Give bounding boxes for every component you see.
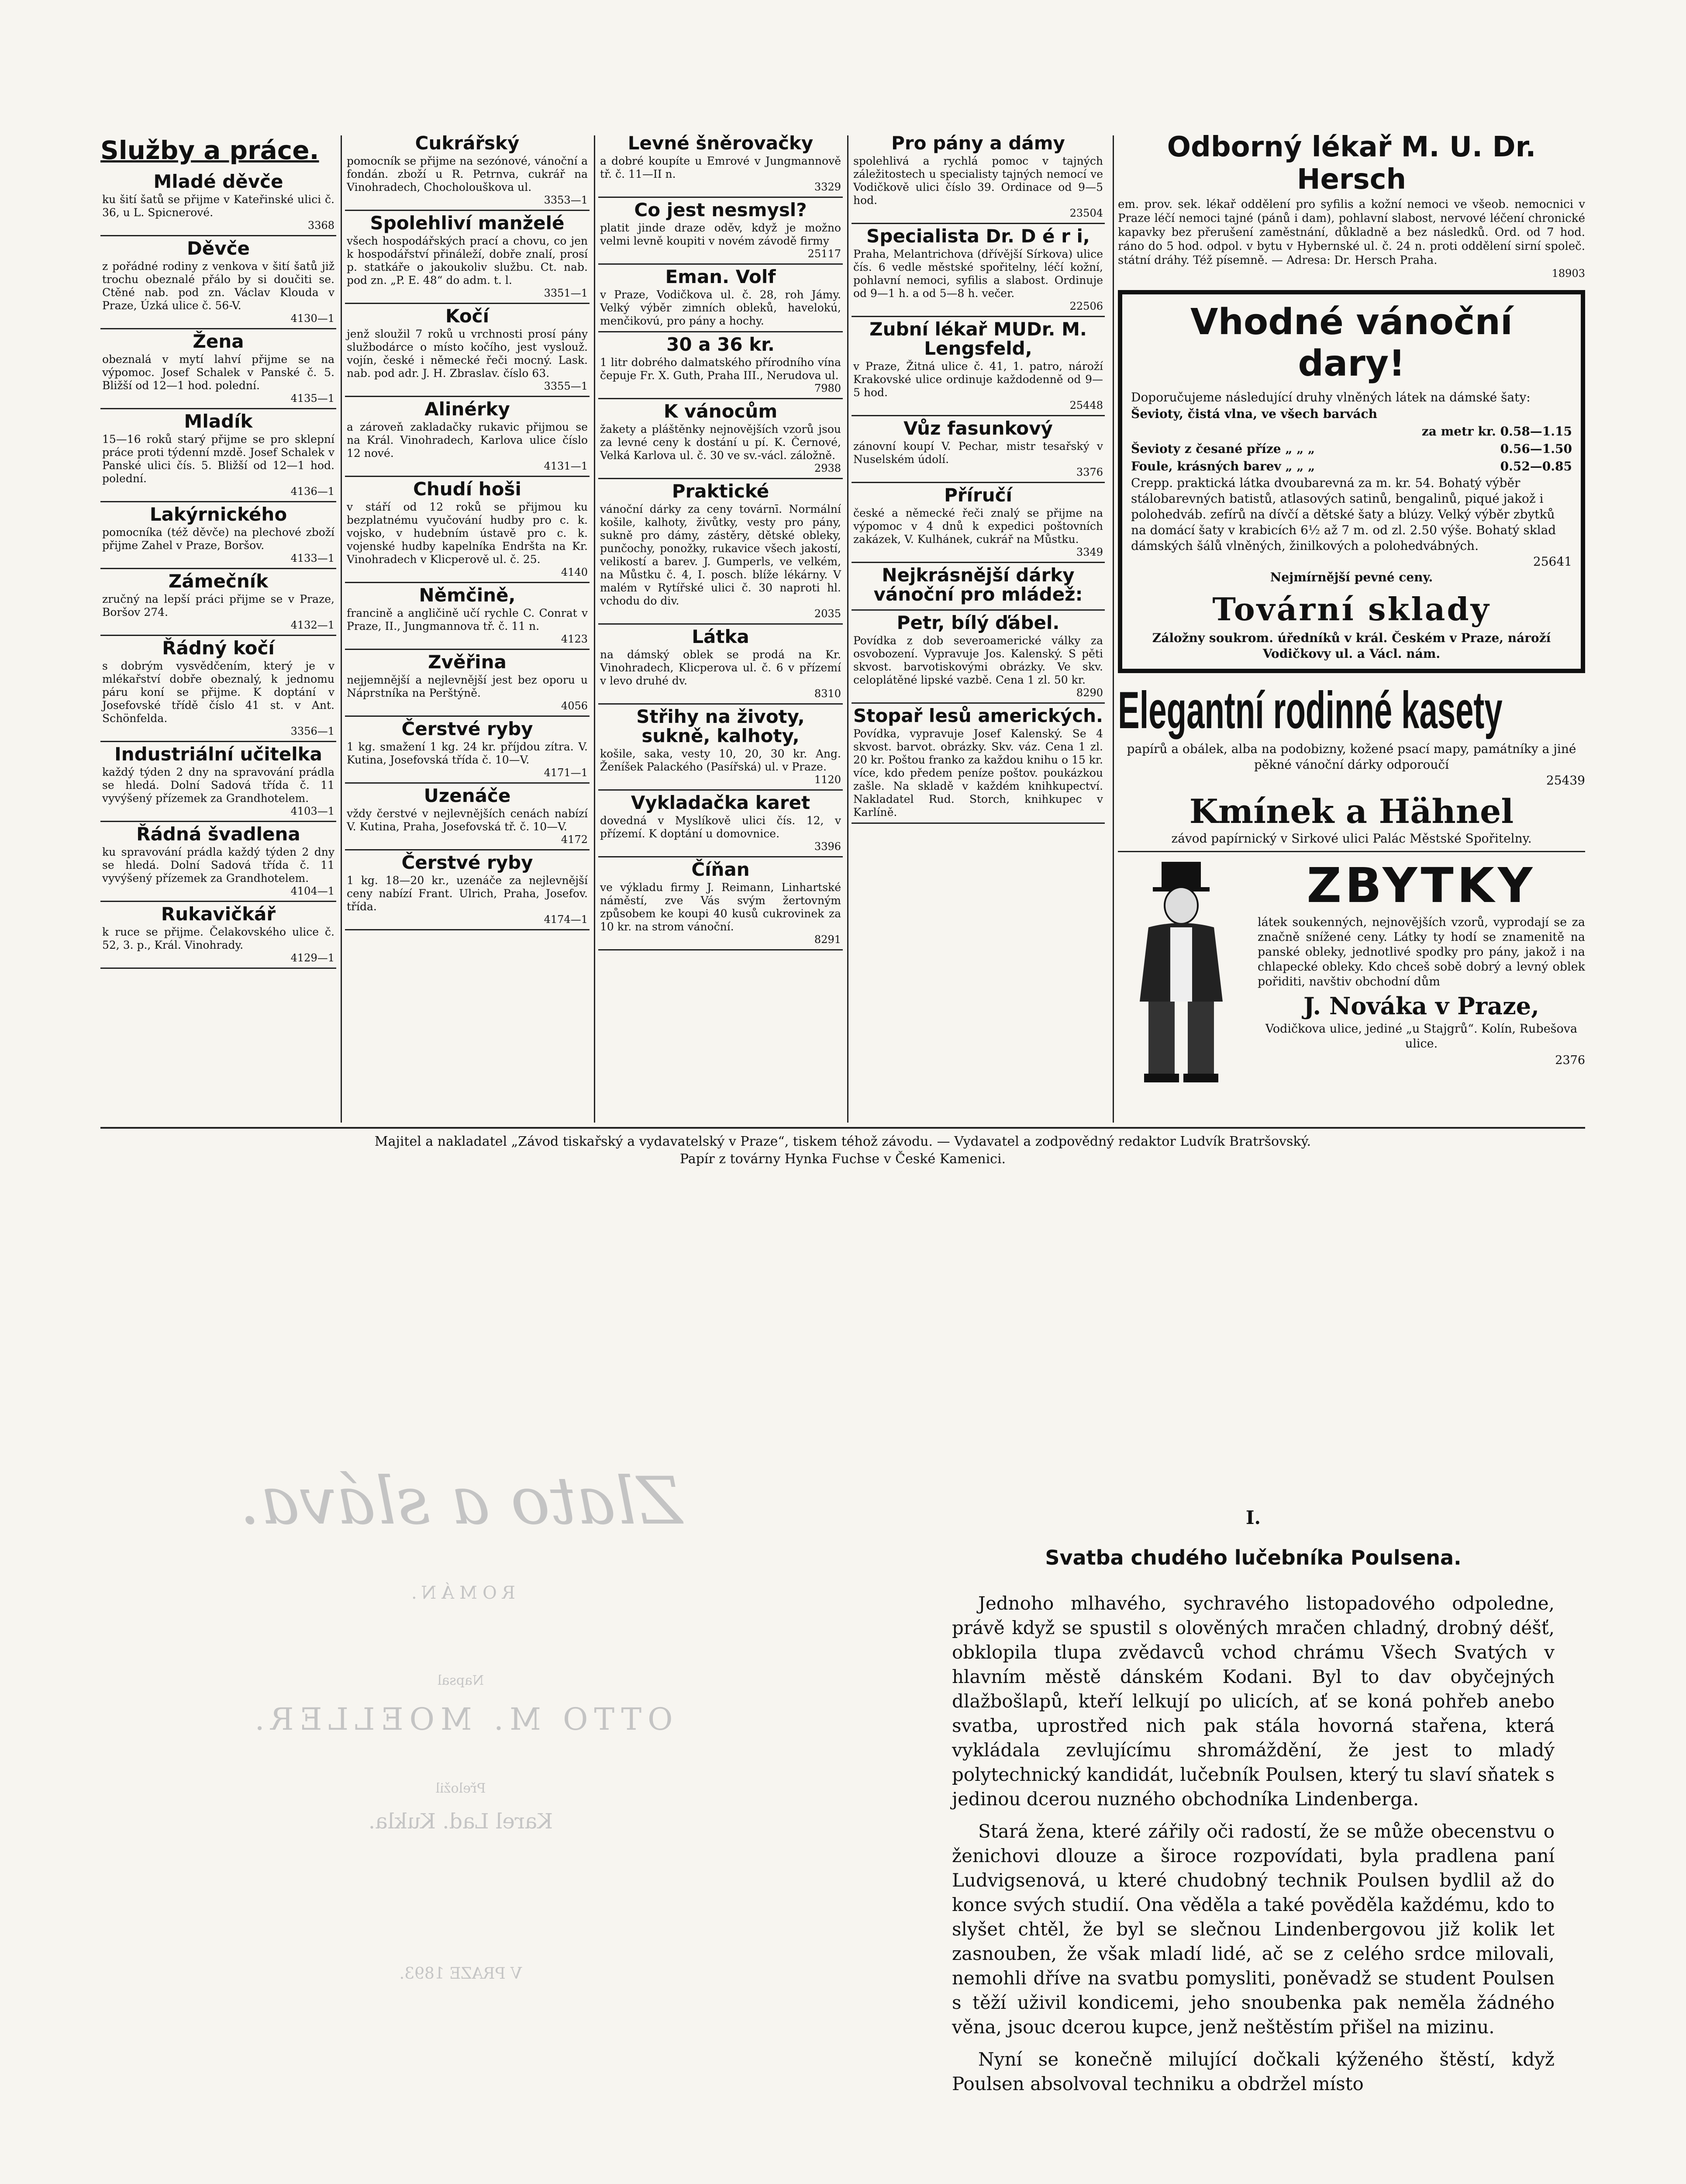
ad-body: dovedná v Myslíkově ulici čís. 12, v přízemí. K doptání u domovnice. xyxy=(600,814,841,840)
ad-number: 22506 xyxy=(1069,300,1103,312)
fabric-price: za metr kr. 0.58—1.15 xyxy=(1421,424,1572,439)
column-services xyxy=(100,131,336,969)
advert-page xyxy=(100,131,1585,1127)
ad-body: obeznalá v mytí lahví přijme se na výpomoc. Josef Schalek v Panské č. 5. Bližší od 12—1 hod. polední. xyxy=(102,353,334,392)
ad-number: 3355—1 xyxy=(544,380,588,392)
column-5 xyxy=(1118,131,1585,1085)
column-4 xyxy=(852,131,1105,824)
ad-heading: Spolehliví manželé xyxy=(370,212,565,234)
classified-ad xyxy=(345,304,590,397)
column-rule xyxy=(847,135,848,1123)
ad-body: 1 kg. 18—20 kr., uzenáče za nejlevnější ceny nabízí Frant. Ulrich, Praha, Josefov. třída. xyxy=(347,874,588,913)
ad-number: 2035 xyxy=(814,608,841,620)
ad-number: 3368 xyxy=(307,219,334,232)
ad-heading: Rukavičkář xyxy=(161,903,276,925)
classified-ad xyxy=(100,502,336,569)
zbytky-text xyxy=(1258,857,1585,1085)
classified-ad xyxy=(100,822,336,902)
ad-number: 4136—1 xyxy=(290,485,334,498)
ad-body: každý týden 2 dny na spravování prádla se hledá. Dolní Sadová třída č. 11 vyvýšený přízemek za Grandhotelem. xyxy=(102,766,334,805)
column-3 xyxy=(598,131,843,950)
classified-ad xyxy=(598,399,843,479)
ad-heading: Střihy na životy, sukně, kalhoty, xyxy=(636,706,805,746)
fabric-name: Ševioty, čistá vlna, ve všech barvách xyxy=(1131,407,1377,421)
gifts-intro: Doporučujeme následující druhy vlněných látek na dámské šaty: xyxy=(1131,390,1531,404)
column-2 xyxy=(345,131,590,930)
imprint xyxy=(100,1127,1585,1168)
ad-body: spolehlivá a rychlá pomoc v tajných záležitostech u specialisty tajných nemocí ve Vodičkově ulici číslo 39. Ordinace od 9—5 hod. xyxy=(853,155,1103,207)
ad-body: Povídka z dob severoamerické války za osvobození. Vypravuje Jos. Kalenský. S pěti skvost. barvotiskovými obrázky. Ve skv. celoplátěné lipské vazbě. Cena 1 zl. 50 kr. xyxy=(853,634,1103,686)
classified-ad xyxy=(100,409,336,502)
classified-ad xyxy=(852,317,1105,416)
ad-heading: Stopař lesů amerických. xyxy=(853,705,1103,726)
zbytky-ad xyxy=(1118,851,1585,1085)
ad-number: 8291 xyxy=(814,933,841,946)
classified-ad xyxy=(598,857,843,950)
ad-heading: Řádná švadlena xyxy=(136,823,300,845)
ad-heading: Levné šněrovačky xyxy=(628,132,814,154)
novel-paragraph: Nyní se konečně milující dočkali kýženého štěstí, když Poulsen absolvoval techniku a obdržel místo xyxy=(952,2049,1555,2094)
ad-heading: Řádný kočí xyxy=(162,637,275,659)
classified-ad xyxy=(345,477,590,583)
classified-ad xyxy=(100,236,336,329)
ad-body: 1 litr dobrého dalmatského přírodního vína čepuje Fr. X. Guth, Praha III., Nerudova ul. xyxy=(600,356,841,382)
ad-heading: Specialista Dr. D é r i, xyxy=(866,225,1090,247)
ad-number: 7980 xyxy=(814,382,841,394)
doctor-title: Odborný lékař M. U. Dr. Hersch xyxy=(1167,131,1536,196)
ad-heading: Mladík xyxy=(184,411,253,432)
classified-ad xyxy=(345,583,590,650)
ad-body: vánoční dárky za ceny továrnī. Normální košile, kalhoty, živůtky, vesty pro pány, sukně pro dámy, zástěry, dětské obleky, punčochy, ponožky, rukavice všech jakostí, velikostí a barev. J. Gumperls, ve velkém, na Můstku č. 4, I. posch. blíže lékárny. V malém v Rytířské ulici č. 30 naproti hl. vchodu do div. xyxy=(600,503,841,607)
ad-body: a dobré koupíte u Emrové v Jungmannově tř. č. 11—II n. xyxy=(600,155,841,180)
ad-heading: Příručí xyxy=(944,484,1012,506)
ad-number: 4135—1 xyxy=(290,392,334,404)
classified-ad xyxy=(852,611,1105,704)
ad-heading: Vykladačka karet xyxy=(631,792,810,813)
ad-number: 4130—1 xyxy=(290,312,334,325)
gifts-body: Crepp. praktická látka dvoubarevná za m. kr. 54. Bohatý výběr stálobarevných batistů, atlasových satinů, bengalinů, piqué jakož i polohedváb. zefírů na dívčí a dětské šaty a blúzy. Velký výběr zbytků na domácí šaty v krabicích 6½ až 7 m. od zl. 2.50 výše. Bohatý sklad dámských šálů vlněných, žinilkových a polohedvábných. xyxy=(1131,476,1556,553)
ad-body: ku šití šatů se přijme v Kateřinské ulici č. 36, u L. Spicnerové. xyxy=(102,193,334,219)
ad-heading: Pro pány a dámy xyxy=(891,132,1065,154)
ad-body: v Praze, Vodičkova ul. č. 28, roh Jámy. Velký výběr zimních obleků, havelokú, menčikovú, pro pány a hochy. xyxy=(600,288,841,327)
fabric-name: Ševioty z česané příze „ „ „ xyxy=(1131,442,1315,456)
ad-heading: Mladé děvče xyxy=(153,171,283,192)
factory-title: Tovární sklady xyxy=(1212,591,1491,628)
ad-body: 1 kg. smažení 1 kg. 24 kr. příjdou zítra. V. Kutina, Josefovská třída č. 10—V. xyxy=(347,740,588,766)
ad-body: vždy čerstvé v nejlevnějších cenách nabízí V. Kutina, Praha, Josefovská tř. č. 10—V. xyxy=(347,807,588,833)
ad-body: zánovní koupí V. Pechar, mistr tesařský v Nuselském údolí. xyxy=(853,440,1103,466)
kasety-title: Elegantní rodinné kasety xyxy=(1118,681,1503,740)
chapter-title: Svatba chudého lučebníka Poulsena. xyxy=(1045,1546,1462,1569)
ad-body: s dobrým vysvědčením, který je v mlékařství dobře obeznalý, k jednomu páru koní se přijme. K doptání v Josefovské třídě číslo 41 st. v Ant. Schönfelda. xyxy=(102,660,334,725)
ad-body: a zároveň zakladačky rukavic přijmou se na Král. Vinohradech, Karlova ulice číslo 12 nové. xyxy=(347,421,588,460)
ad-heading: Lakýrnického xyxy=(149,504,287,525)
ad-number: 4172 xyxy=(561,833,588,846)
ad-heading: Industriální učitelka xyxy=(114,743,322,765)
classified-ad xyxy=(598,131,843,198)
classified-ad xyxy=(345,850,590,930)
ad-number: 3396 xyxy=(814,840,841,853)
ad-number: 3351—1 xyxy=(544,287,588,299)
ghost-place: V PRAZE 1893. xyxy=(399,1965,522,1983)
ad-body: na dámský oblek se prodá na Kr. Vinohradech, Klicperova ul. č. 6 v přízemí v levo druhé dv. xyxy=(600,648,841,687)
zbytky-title: ZBYTKY xyxy=(1307,857,1536,913)
ad-heading: Vůz fasunkový xyxy=(903,418,1053,439)
ad-heading: Zámečník xyxy=(168,570,269,592)
novel-paragraph: Stará žena, které zářily oči radostí, že se může obecenstvu o ženichovi dlouze a široce rozpovídati, byla pradlena paní Ludvigsenová, u které chudobný technik Poulsen bydlil až do konce svých studií. Ona věděla a také pověděla každému, kdo to slyšet chtěl, že byl se slečnou Lindenbergovou již kolik let zasnouben, že však mladí lidé, ač se z celého srdce milovali, nemohli dříve na svatbu pomysliti, poněvadž se student Poulsen s těží uživil kondicemi, jeho snoubenka pak neměla žádného věna, jsouc dcerou kupce, jenž neštěstím přišel na mizinu. xyxy=(952,1821,1555,2038)
classified-ad xyxy=(345,784,590,850)
classified-ad xyxy=(100,742,336,822)
fabric-price: 0.56—1.50 xyxy=(1500,442,1572,456)
ad-body: Povídka, vypravuje Josef Kalenský. Se 4 skvost. barvot. obrázky. Skv. váz. Cena 1 zl. 20 kr. Poštou franko za každou knihu o 15 kr. více, kdo předem peníze poštov. poukázkou zašle. Na skladě v každém knihkupectví. Nakladatel Rud. Storch, knihkupec v Karlíně. xyxy=(853,727,1103,819)
fabric-row xyxy=(1131,405,1572,423)
gentleman-illustration-icon xyxy=(1118,857,1249,1085)
novel-paragraph: Jednoho mlhavého, sychravého listopadového odpoledne, právě když se spustil s olověných mračen chladný, drobný déšť, obklopila tlupa zvědavců vchod chrámu Všech Svatých v hlavním městě dánském Kodani. Byl to dav obyčejných dlažbošlapů, kteří lelkují po ulicích, ať se koná pohřeb anebo svatba, uprostřed nich pak stála hovorná stařena, která vykládala zevlujícímu shromáždění, že jest to mladý polytechnický kandidát, lučebník Poulsen, který tu slaví sňatek s jedinou dcerou nuzného obchodníka Lindenberga. xyxy=(952,1593,1555,1810)
ad-body: k ruce se přijme. Čelakovského ulice č. 52, 3. p., Král. Vinohrady. xyxy=(102,926,334,951)
classified-ad xyxy=(852,416,1105,483)
classified-ad xyxy=(100,636,336,742)
ghost-napsal: Napsal xyxy=(437,1673,484,1688)
ad-number: 4131—1 xyxy=(544,460,588,472)
ad-body: zručný na lepší práci přijme se v Praze, Boršov 274. xyxy=(102,593,334,619)
ad-body: jenž sloužil 7 roků u vrchnosti prosí pány službodárce o místo kočího, jest vyslouž. vojín, české i německé řeči mocný. Lask. nab. pod adr. J. H. Zbraslav. číslo 63. xyxy=(347,328,588,380)
ad-heading: Uzenáče xyxy=(424,785,511,806)
ad-number: 3353—1 xyxy=(544,194,588,206)
classified-ad xyxy=(345,211,590,304)
fabric-row xyxy=(1131,458,1572,475)
ad-number: 4103—1 xyxy=(290,805,334,817)
ad-number: 25439 xyxy=(1546,773,1585,788)
classified-ad xyxy=(598,705,843,791)
ad-number: 25117 xyxy=(807,248,841,260)
ad-number: 25448 xyxy=(1069,399,1103,411)
novak-name: J. Nováka v Praze, xyxy=(1303,992,1539,1020)
ad-body: francině a angličině učí rychle C. Conrat v Praze, II., Jungmannova tř. č. 11 n. xyxy=(347,607,588,632)
ad-number: 4140 xyxy=(561,566,588,578)
gifts-prices: Nejmírnější pevné ceny. xyxy=(1270,570,1433,584)
classified-ad xyxy=(100,169,336,236)
gifts-ad xyxy=(1118,290,1585,673)
ghost-title-page xyxy=(166,1463,755,1983)
kasety-body: papírů a obálek, alba na podobizny, kožené psací mapy, památníky a jiné pěkné vánoční dárky odporoučí xyxy=(1127,742,1576,772)
chapter-number: I. xyxy=(1245,1507,1261,1528)
novak-address: Vodičkova ulice, jediné „u Stajgrů“. Kolín, Rubešova ulice. xyxy=(1265,1022,1578,1051)
ad-heading: Čerstvé ryby xyxy=(401,718,533,740)
ad-body: v stáří od 12 roků se přijmou ku bezplatnému vyučování hudby pro c. k. vojsko, v hudebním ústavě pro c. k. vojenské hudby kapelníka Endršta na Kr. Vinohradech v Klicperově ul. č. 25. xyxy=(347,501,588,566)
ad-heading: Čerstvé ryby xyxy=(401,852,533,873)
classified-ad xyxy=(852,563,1105,611)
zbytky-body: látek soukenných, nejnovějších vzorů, vyprodají se za značně snížené ceny. Látky ty hodí se znamenitě na panské obleky, jednotlivé spodky pro pány, jakož i na chlapecké obleky. Kdo chceš sobě dobrý a levný oblek pořiditi, navštiv obchodní dům xyxy=(1258,916,1585,988)
ad-heading: Číňan xyxy=(691,859,750,880)
ghost-author: OTTO M. MOELLER. xyxy=(248,1701,673,1737)
ad-number: 18903 xyxy=(1552,267,1585,280)
ad-body: 15—16 roků starý přijme se pro sklepní práce proti týdenní mzdě. Josef Schalek v Panské ulici čís. 5. Bližší od 12—1 hod. polední. xyxy=(102,433,334,485)
column-rule xyxy=(341,135,342,1123)
ad-body: všech hospodářských prací a chovu, co jen k hospodářství přináleží, dobře znalí, prosí p. statkáře o jakoukoliv službu. Ct. nab. pod zn. „P. E. 48“ do adm. t. l. xyxy=(347,235,588,287)
ad-heading: Nejkrásnější dárky vánoční pro mládež: xyxy=(873,564,1083,605)
classified-ad xyxy=(598,625,843,705)
ghost-subtitle: ROMÁN. xyxy=(406,1583,515,1603)
ad-body: v Praze, Žitná ulice č. 41, 1. patro, nároží Krakovské ulice ordinuje každodenně od 9—5 hod. xyxy=(853,360,1103,399)
ad-number: 4133—1 xyxy=(290,552,334,564)
doctor-ad xyxy=(1118,131,1585,280)
ad-heading: Cukrářský xyxy=(415,132,520,154)
ad-heading: 30 a 36 kr. xyxy=(666,334,775,355)
classified-ad xyxy=(100,569,336,636)
ad-heading: Alinérky xyxy=(424,398,510,420)
classified-ad xyxy=(345,717,590,784)
ad-number: 4056 xyxy=(561,700,588,712)
classified-ad xyxy=(598,265,843,332)
ad-heading: Co jest nesmysl? xyxy=(634,199,807,221)
classified-ad xyxy=(345,650,590,717)
ad-body: z pořádné rodiny z venkova v šití šatů již trochu obeznalé přálo by si doučiti se. Ctěné nab. pod zn. Václav Klouda v Praze, Úzká ulice č. 56-V. xyxy=(102,260,334,312)
doctor-body: em. prov. sek. lékař oddělení pro syfilis a kožní nemoci ve všeob. nemocnici v Praze léčí nemoci tajné (pánů i dam), pohlavní slabost, nervové léčení chronické kapavky bez přerušení zaměstnání, důkladně a bez následků. Ord. od 7 hod. ráno do 5 hod. odpol. v bytu v Hybernské ul. č. 24 n. proti oddělení sirní společ. státní dráhy. Též písemně. — Adresa: Dr. Hersch Praha. xyxy=(1118,198,1585,267)
ad-number: 2938 xyxy=(814,462,841,474)
kminek-title: Kmínek a Hähnel xyxy=(1189,792,1514,831)
ad-number: 3349 xyxy=(1076,546,1103,558)
ad-body: žakety a pláštěnky nejnovějších vzorů jsou za levné ceny k dostání u pí. K. Černové, Velká Karlova ul. č. 30 ve sv.-václ. záložně. xyxy=(600,423,841,462)
ad-body: Praha, Melantrichova (dřívější Sírkova) ulice čís. 6 vedle městské spořitelny, léčí kožní, pohlavní nemoci, syfilis a slabost. Ordinuje od 9—1 h. a od 5—8 h. večer. xyxy=(853,248,1103,300)
classified-ad xyxy=(598,479,843,625)
novel-chapter xyxy=(952,1507,1555,2104)
ad-number: 4171—1 xyxy=(544,767,588,779)
ad-heading: Zvěřina xyxy=(428,651,507,673)
imprint-line-2: Papír z továrny Hynka Fuchse v České Kamenici. xyxy=(679,1151,1006,1167)
ad-number: 3376 xyxy=(1076,466,1103,478)
ad-heading: Kočí xyxy=(445,305,489,327)
ad-heading: Němčině, xyxy=(419,584,516,606)
fabric-name: Foule, krásných barev „ „ „ xyxy=(1131,459,1315,473)
ad-number: 23504 xyxy=(1069,207,1103,219)
ad-heading: Látka xyxy=(692,626,749,647)
ghost-prelozil: Přeložil xyxy=(435,1781,486,1796)
column-rule xyxy=(1113,135,1114,1123)
ad-number: 25641 xyxy=(1533,554,1572,569)
classified-ad xyxy=(852,224,1105,317)
ad-body: pomocník se přijme na sezónové, vánoční a fondán. zboží u R. Petrnva, cukrář na Vinohradech, Chocholouškova ul. xyxy=(347,155,588,194)
ghost-translator: Karel Lad. Kukla. xyxy=(368,1809,553,1834)
kasety-ad xyxy=(1118,682,1585,847)
ad-heading: Chudí hoši xyxy=(413,478,521,500)
fabric-row xyxy=(1131,440,1572,458)
ad-number: 4174—1 xyxy=(544,913,588,926)
ad-body: ku spravování prádla každý týden 2 dny se hledá. Dolní Sadová třída č. 11 vyvýšený přízemek za Grandhotelem. xyxy=(102,846,334,885)
ad-number: 3329 xyxy=(814,181,841,193)
ad-heading: Praktické xyxy=(672,480,769,502)
classified-ad xyxy=(598,198,843,265)
ghost-title: Zlato a sláva. xyxy=(239,1463,682,1539)
fabric-row xyxy=(1131,423,1572,440)
ad-body: platit jinde draze oděv, když je možno velmi levně koupiti v novém závodě firmy xyxy=(600,221,841,247)
ad-number: 4104—1 xyxy=(290,885,334,897)
ad-number: 1120 xyxy=(814,774,841,786)
imprint-line-1: Majitel a nakladatel „Závod tiskařský a vydavatelský v Praze“, tiskem téhož závodu. — Vydavatel a zodpovědný redaktor Ludvík Bratršovský. xyxy=(374,1134,1311,1149)
ad-heading: Děvče xyxy=(186,238,250,259)
classified-ad xyxy=(100,329,336,409)
kminek-body: závod papírnický v Sirkové ulici Palác Městské Spořitelny. xyxy=(1171,831,1532,846)
ad-body: ve výkladu firmy J. Reimann, Linhartské náměstí, zve Vás svým žertovným způsobem ke koupi 40 kusů cukrovinek za 10 kr. na strom vánoční. xyxy=(600,881,841,933)
ad-body: české a německé řeči znalý se přijme na výpomoc v 4 dnů k expedici poštovních zakázek, V. Kulhánek, cukrář na Můstku. xyxy=(853,507,1103,546)
classified-ad xyxy=(852,131,1105,224)
classified-ad xyxy=(598,332,843,399)
ad-number: 4123 xyxy=(561,633,588,645)
classified-ad xyxy=(598,791,843,857)
factory-body: Záložny soukrom. úředníků v král. Českém v Praze, nároží Vodičkovy ul. a Václ. nám. xyxy=(1152,631,1551,661)
ad-number: 4129—1 xyxy=(290,952,334,964)
ad-number: 8290 xyxy=(1076,687,1103,699)
ad-number: 3356—1 xyxy=(290,725,334,737)
column-rule xyxy=(594,135,595,1123)
ad-body: košile, saka, vesty 10, 20, 30 kr. Ang. Ženíšek Palackého (Pasířská) ul. v Praze. xyxy=(600,747,841,773)
ad-heading: K vánocům xyxy=(663,401,778,422)
ad-heading: Zubní lékař MUDr. M. Lengsfeld, xyxy=(869,318,1087,359)
ad-body: pomocníka (též děvče) na plechové zboží přijme Zahel v Praze, Boršov. xyxy=(102,526,334,552)
fabric-price: 0.52—0.85 xyxy=(1500,459,1572,473)
classified-ad xyxy=(345,397,590,477)
ad-body: nejjemnější a nejlevnější jest bez oporu u Náprstníka na Perštýně. xyxy=(347,674,588,699)
section-title: Služby a práce. xyxy=(100,135,319,165)
ad-heading: Petr, bílý ďábel. xyxy=(896,612,1060,633)
gifts-title: Vhodné vánoční dary! xyxy=(1190,301,1513,384)
classified-ad xyxy=(345,131,590,211)
ad-number: 2376 xyxy=(1555,1054,1585,1067)
classified-ad xyxy=(852,704,1105,824)
ad-number: 8310 xyxy=(814,688,841,700)
ad-number: 4132—1 xyxy=(290,619,334,631)
classified-ad xyxy=(100,902,336,969)
classified-ad xyxy=(852,483,1105,563)
ad-heading: Žena xyxy=(193,331,244,352)
ad-heading: Eman. Volf xyxy=(665,266,776,287)
